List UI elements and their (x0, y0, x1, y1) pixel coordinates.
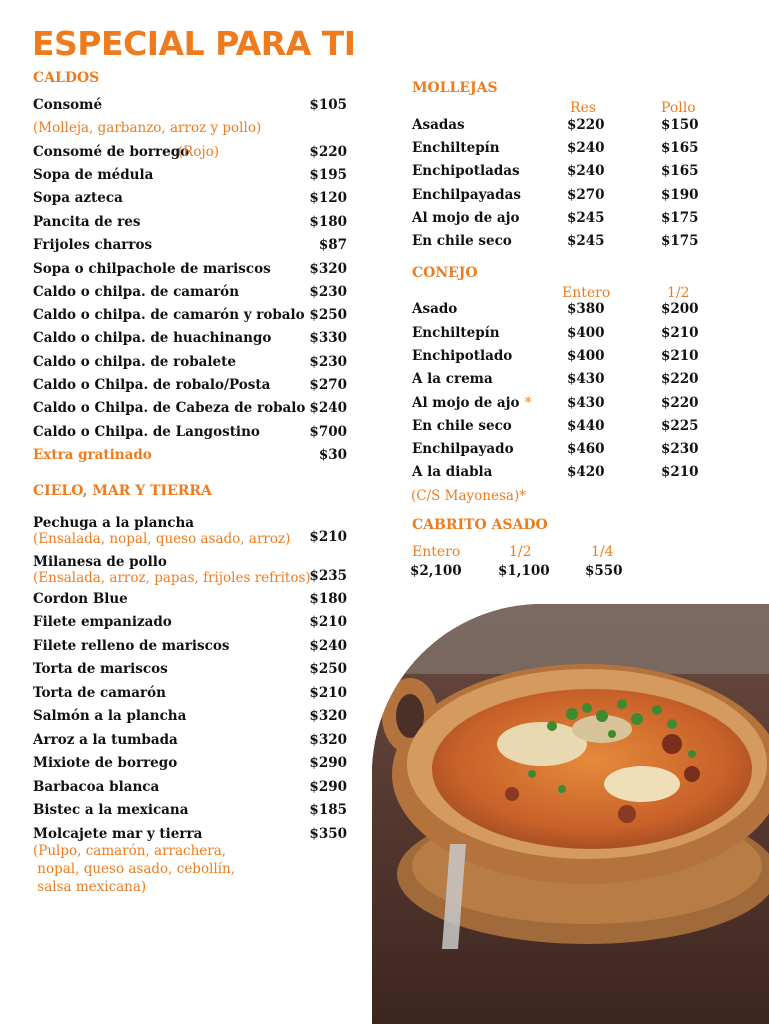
item-price-entero: $380 (567, 301, 605, 317)
item-price-res: $245 (567, 233, 605, 249)
item-name: Al mojo de ajo (412, 395, 520, 411)
item-price: $330 (309, 330, 347, 346)
item-name: Enchipotladas (412, 163, 520, 179)
menu-item-torta-de-mariscos (33, 661, 347, 683)
menu-item-extra-gratinado (33, 447, 347, 469)
menu-item-frijoles-charros (33, 237, 347, 259)
menu-item-sopa-o-chilpachole-de-mariscos (33, 261, 347, 283)
item-name: Sopa azteca (33, 190, 123, 206)
conejo-item-enchilpayado (412, 441, 702, 463)
cabrito-price-entero: $2,100 (410, 563, 462, 579)
caldos-heading: CALDOS (33, 70, 100, 86)
item-price-pollo: $150 (661, 117, 699, 133)
item-mark: * (524, 395, 532, 411)
item-name: Bistec a la mexicana (33, 802, 189, 818)
conejo-item-enchiltepin (412, 325, 702, 347)
item-price: $320 (309, 732, 347, 748)
cabrito-col-quarter: 1/4 (591, 544, 614, 560)
conejo-item-enchipotlado (412, 348, 702, 370)
item-price-half: $210 (661, 325, 699, 341)
item-price-entero: $440 (567, 418, 605, 434)
item-price: $210 (309, 614, 347, 630)
item-price: $700 (309, 424, 347, 440)
item-name: Caldo o chilpa. de camarón (33, 284, 240, 300)
item-name: En chile seco (412, 418, 512, 434)
item-price-res: $270 (567, 187, 605, 203)
item-price: $180 (309, 214, 347, 230)
menu-item-sopa-azteca (33, 190, 347, 212)
item-name: Enchiltepín (412, 140, 500, 156)
conejo-item-asado (412, 301, 702, 323)
item-price: $87 (318, 237, 347, 253)
item-name: Consomé de borrego (33, 144, 190, 160)
item-price: $220 (309, 144, 347, 160)
item-price-pollo: $175 (661, 233, 699, 249)
item-name: Pancita de res (33, 214, 141, 230)
item-name: Salmón a la plancha (33, 708, 187, 724)
item-name: Enchilpayadas (412, 187, 521, 203)
conejo-note: (C/S Mayonesa)* (411, 488, 526, 504)
item-price: $270 (309, 377, 347, 393)
item-name: Filete relleno de mariscos (33, 638, 230, 654)
menu-item-caldo-o-chilpa-de-huachinango (33, 330, 347, 352)
item-price-pollo: $165 (661, 140, 699, 156)
menu-item-caldo-o-chilpa-de-robalete (33, 354, 347, 376)
cabrito-heading: CABRITO ASADO (412, 517, 548, 533)
item-name: Torta de mariscos (33, 661, 168, 677)
cabrito-col-half: 1/2 (509, 544, 532, 560)
item-price-pollo: $190 (661, 187, 699, 203)
item-name: Torta de camarón (33, 685, 166, 701)
menu-item-sopa-de-medula (33, 167, 347, 189)
item-price: $210 (309, 529, 347, 545)
item-name: Consomé (33, 97, 103, 113)
item-note: (Molleja, garbanzo, arroz y pollo) (33, 120, 262, 136)
item-price: $320 (309, 708, 347, 724)
conejo-item-a-la-crema (412, 371, 702, 393)
item-price: $235 (309, 568, 347, 584)
item-name: Caldo o Chilpa. de robalo/Posta (33, 377, 271, 393)
item-price-res: $220 (567, 117, 605, 133)
item-name: Molcajete mar y tierra (33, 826, 203, 842)
item-name: Mixiote de borrego (33, 755, 178, 771)
item-name: Caldo o Chilpa. de Langostino (33, 424, 260, 440)
item-price-entero: $400 (567, 325, 605, 341)
item-price: $230 (309, 284, 347, 300)
menu-item-cordon-blue (33, 591, 347, 613)
item-price-half: $220 (661, 395, 699, 411)
dish-photo (372, 604, 769, 1024)
item-price-half: $220 (661, 371, 699, 387)
item-name: A la crema (412, 371, 493, 387)
item-price: $350 (309, 826, 347, 842)
menu-item-mixiote-de-borrego (33, 755, 347, 777)
mollejas-col-res: Res (570, 100, 597, 116)
molcajete-note-line: nopal, queso asado, cebollín, (33, 861, 236, 877)
item-price-entero: $460 (567, 441, 605, 457)
menu-item-caldo-o-chilpa-de-camaron-y-robalo (33, 307, 347, 329)
item-name: A la diabla (412, 464, 493, 480)
conejo-heading: CONEJO (412, 265, 478, 281)
item-name: Extra gratinado (33, 447, 152, 463)
item-price-res: $240 (567, 163, 605, 179)
mollejas-item-enchiltepin (412, 140, 702, 162)
item-price-res: $245 (567, 210, 605, 226)
item-price: $185 (309, 802, 347, 818)
item-note: (Ensalada, nopal, queso asado, arroz) (33, 531, 291, 547)
menu-item-caldo-o-chilpa-de-cabeza-de-robalo (33, 400, 347, 422)
mollejas-col-pollo: Pollo (661, 100, 696, 116)
menu-item-bistec-a-la-mexicana (33, 802, 347, 824)
page-title: ESPECIAL PARA TI (32, 24, 356, 63)
item-price-entero: $420 (567, 464, 605, 480)
item-name: Enchilpayado (412, 441, 514, 457)
item-price-half: $200 (661, 301, 699, 317)
item-name: Arroz a la tumbada (33, 732, 178, 748)
item-price: $230 (309, 354, 347, 370)
clay-bowl-soup-image (372, 604, 769, 1024)
menu-item-filete-empanizado (33, 614, 347, 636)
item-name: En chile seco (412, 233, 512, 249)
menu-item-consome-de-borrego (33, 144, 347, 166)
menu-item-caldo-o-chilpa-de-robalo-posta (33, 377, 347, 399)
mollejas-heading: MOLLEJAS (412, 80, 498, 96)
item-price-pollo: $175 (661, 210, 699, 226)
item-price: $320 (309, 261, 347, 277)
mollejas-item-en-chile-seco (412, 233, 702, 255)
item-price: $240 (309, 400, 347, 416)
menu-item-caldo-o-chilpa-de-langostino (33, 424, 347, 446)
item-price-half: $230 (661, 441, 699, 457)
molcajete-note-line: (Pulpo, camarón, arrachera, (33, 843, 227, 859)
menu-item-torta-de-camaron (33, 685, 347, 707)
molcajete-note-line: salsa mexicana) (33, 879, 147, 895)
mollejas-item-enchipotladas (412, 163, 702, 185)
menu-item-caldo-o-chilpa-de-camaron (33, 284, 347, 306)
item-name: Milanesa de pollo (33, 554, 167, 570)
item-name: Al mojo de ajo (412, 210, 520, 226)
item-price: $290 (309, 779, 347, 795)
item-name: Enchiltepín (412, 325, 500, 341)
item-price-half: $210 (661, 348, 699, 364)
conejo-col-half: 1/2 (667, 285, 690, 301)
item-price-res: $240 (567, 140, 605, 156)
item-price: $30 (318, 447, 347, 463)
mollejas-item-al-mojo-de-ajo (412, 210, 702, 232)
item-note: (Rojo) (177, 144, 220, 160)
item-price-half: $210 (661, 464, 699, 480)
conejo-item-en-chile-seco (412, 418, 702, 440)
cabrito-price-half: $1,100 (498, 563, 550, 579)
item-price: $250 (309, 661, 347, 677)
item-name: Caldo o chilpa. de robalete (33, 354, 236, 370)
item-note: (Ensalada, arroz, papas, frijoles refritos) (33, 570, 311, 586)
item-name: Pechuga a la plancha (33, 515, 195, 531)
menu-item-pancita-de-res (33, 214, 347, 236)
menu-item-barbacoa-blanca (33, 779, 347, 801)
item-name: Caldo o Chilpa. de Cabeza de robalo (33, 400, 306, 416)
item-price: $240 (309, 638, 347, 654)
item-name: Asadas (412, 117, 465, 133)
item-name: Sopa o chilpachole de mariscos (33, 261, 271, 277)
cabrito-col-entero: Entero (412, 544, 461, 560)
item-price: $180 (309, 591, 347, 607)
item-name: Caldo o chilpa. de huachinango (33, 330, 272, 346)
cielo-heading: CIELO, MAR Y TIERRA (33, 483, 212, 499)
item-name: Enchipotlado (412, 348, 513, 364)
cabrito-price-quarter: $550 (585, 563, 623, 579)
item-name: Caldo o chilpa. de camarón y robalo (33, 307, 305, 323)
item-price: $290 (309, 755, 347, 771)
item-price: $120 (309, 190, 347, 206)
conejo-col-entero: Entero (562, 285, 611, 301)
item-name: Barbacoa blanca (33, 779, 160, 795)
item-price-half: $225 (661, 418, 699, 434)
item-price: $210 (309, 685, 347, 701)
item-price-entero: $400 (567, 348, 605, 364)
item-price-entero: $430 (567, 395, 605, 411)
item-name: Frijoles charros (33, 237, 153, 253)
conejo-item-al-mojo-de-ajo (412, 395, 702, 417)
item-price-entero: $430 (567, 371, 605, 387)
menu-item-filete-relleno-de-mariscos (33, 638, 347, 660)
menu-item-arroz-a-la-tumbada (33, 732, 347, 754)
item-price: $195 (309, 167, 347, 183)
menu-item-consome (33, 97, 347, 119)
item-price: $250 (309, 307, 347, 323)
menu-item-salmon-a-la-plancha (33, 708, 347, 730)
mollejas-item-asadas (412, 117, 702, 139)
mollejas-item-enchilpayadas (412, 187, 702, 209)
item-name: Filete empanizado (33, 614, 172, 630)
item-name: Sopa de médula (33, 167, 154, 183)
item-name: Cordon Blue (33, 591, 128, 607)
item-name: Asado (412, 301, 458, 317)
item-price-pollo: $165 (661, 163, 699, 179)
conejo-item-a-la-diabla (412, 464, 702, 486)
item-price: $105 (309, 97, 347, 113)
